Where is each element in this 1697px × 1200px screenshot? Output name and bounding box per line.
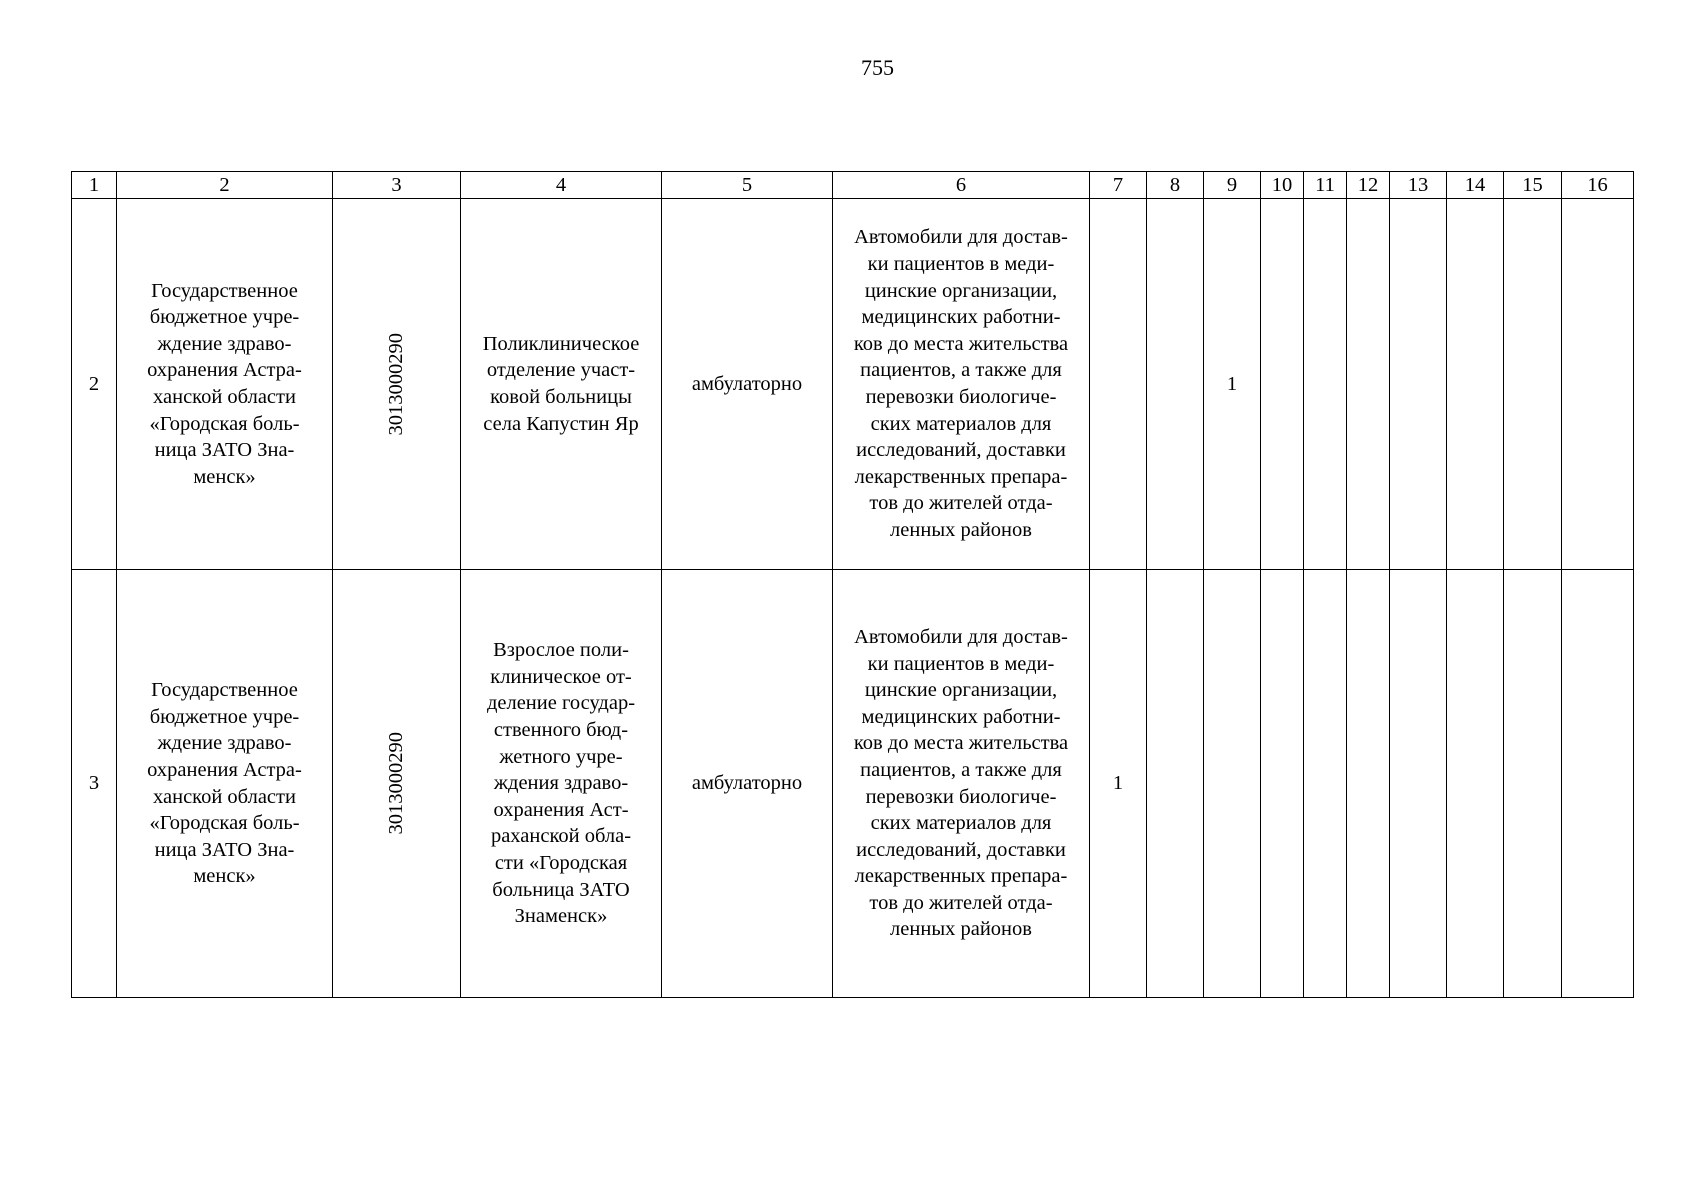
table-cell	[1390, 199, 1447, 570]
table-cell	[1304, 570, 1347, 998]
header-cell: 10	[1261, 172, 1304, 199]
header-cell: 15	[1504, 172, 1562, 199]
header-cell: 9	[1204, 172, 1261, 199]
inn-cell	[333, 570, 461, 998]
table-cell	[1347, 199, 1390, 570]
header-cell: 16	[1562, 172, 1634, 199]
organization-name-cell: Государственное бюджетное учре- ждение здраво- охранения Астра- ханской области «Городская боль- ница ЗАТО Зна- менск»	[117, 199, 333, 570]
vehicle-purpose-cell: Автомобили для достав- ки пациентов в меди- цинские организации, медицинских работни- ков до места жительства пациентов, а также для перевозки биологиче- ских материалов для исследований, доставки лекарственных препара- тов до жителей отда- ленных районов	[833, 199, 1090, 570]
table-cell	[1447, 199, 1504, 570]
header-cell: 8	[1147, 172, 1204, 199]
table-row	[72, 199, 1634, 570]
care-condition-cell: амбулаторно	[662, 570, 833, 998]
department-cell: Взрослое поли- клиническое от- деление государ- ственного бюд- жетного учре- ждения здраво- охранения Аст- раханской обла- сти «Городская больница ЗАТО Знаменск»	[461, 570, 662, 998]
header-cell: 14	[1447, 172, 1504, 199]
header-cell: 7	[1090, 172, 1147, 199]
header-cell: 5	[662, 172, 833, 199]
table-cell	[1347, 570, 1390, 998]
header-cell: 6	[833, 172, 1090, 199]
care-condition-cell: амбулаторно	[662, 199, 833, 570]
table-cell	[1562, 199, 1634, 570]
inn-text: 3013000290	[385, 332, 408, 436]
header-cell: 11	[1304, 172, 1347, 199]
header-cell: 3	[333, 172, 461, 199]
header-cell: 12	[1347, 172, 1390, 199]
table-cell: 1	[1090, 570, 1147, 998]
table-cell	[1090, 199, 1147, 570]
header-cell: 4	[461, 172, 662, 199]
header-cell: 1	[72, 172, 117, 199]
table-cell	[1504, 199, 1562, 570]
header-cell: 2	[117, 172, 333, 199]
table-cell	[1447, 570, 1504, 998]
table-header-row	[72, 172, 1634, 199]
organization-name-cell: Государственное бюджетное учре- ждение здраво- охранения Астра- ханской области «Городская боль- ница ЗАТО Зна- менск»	[117, 570, 333, 998]
table-cell	[1504, 570, 1562, 998]
table-cell	[1147, 570, 1204, 998]
table-cell	[1304, 199, 1347, 570]
inn-text: 3013000290	[385, 732, 408, 835]
table-cell	[1147, 199, 1204, 570]
row-number-cell: 2	[72, 199, 117, 570]
table-cell	[1261, 570, 1304, 998]
table-cell: 1	[1204, 199, 1261, 570]
table-row	[72, 570, 1634, 998]
department-cell: Поликлиническое отделение участ- ковой больницы села Капустин Яр	[461, 199, 662, 570]
header-cell: 13	[1390, 172, 1447, 199]
table-cell	[1261, 199, 1304, 570]
row-number-cell: 3	[72, 570, 117, 998]
page-number: 755	[861, 55, 894, 80]
inn-cell	[333, 199, 461, 570]
table-cell	[1390, 570, 1447, 998]
table-cell	[1204, 570, 1261, 998]
table-cell	[1562, 570, 1634, 998]
data-table	[71, 171, 1634, 998]
vehicle-purpose-cell: Автомобили для достав- ки пациентов в меди- цинские организации, медицинских работни- ков до места жительства пациентов, а также для перевозки биологиче- ских материалов для исследований, доставки лекарственных препара- тов до жителей отда- ленных районов	[833, 570, 1090, 998]
